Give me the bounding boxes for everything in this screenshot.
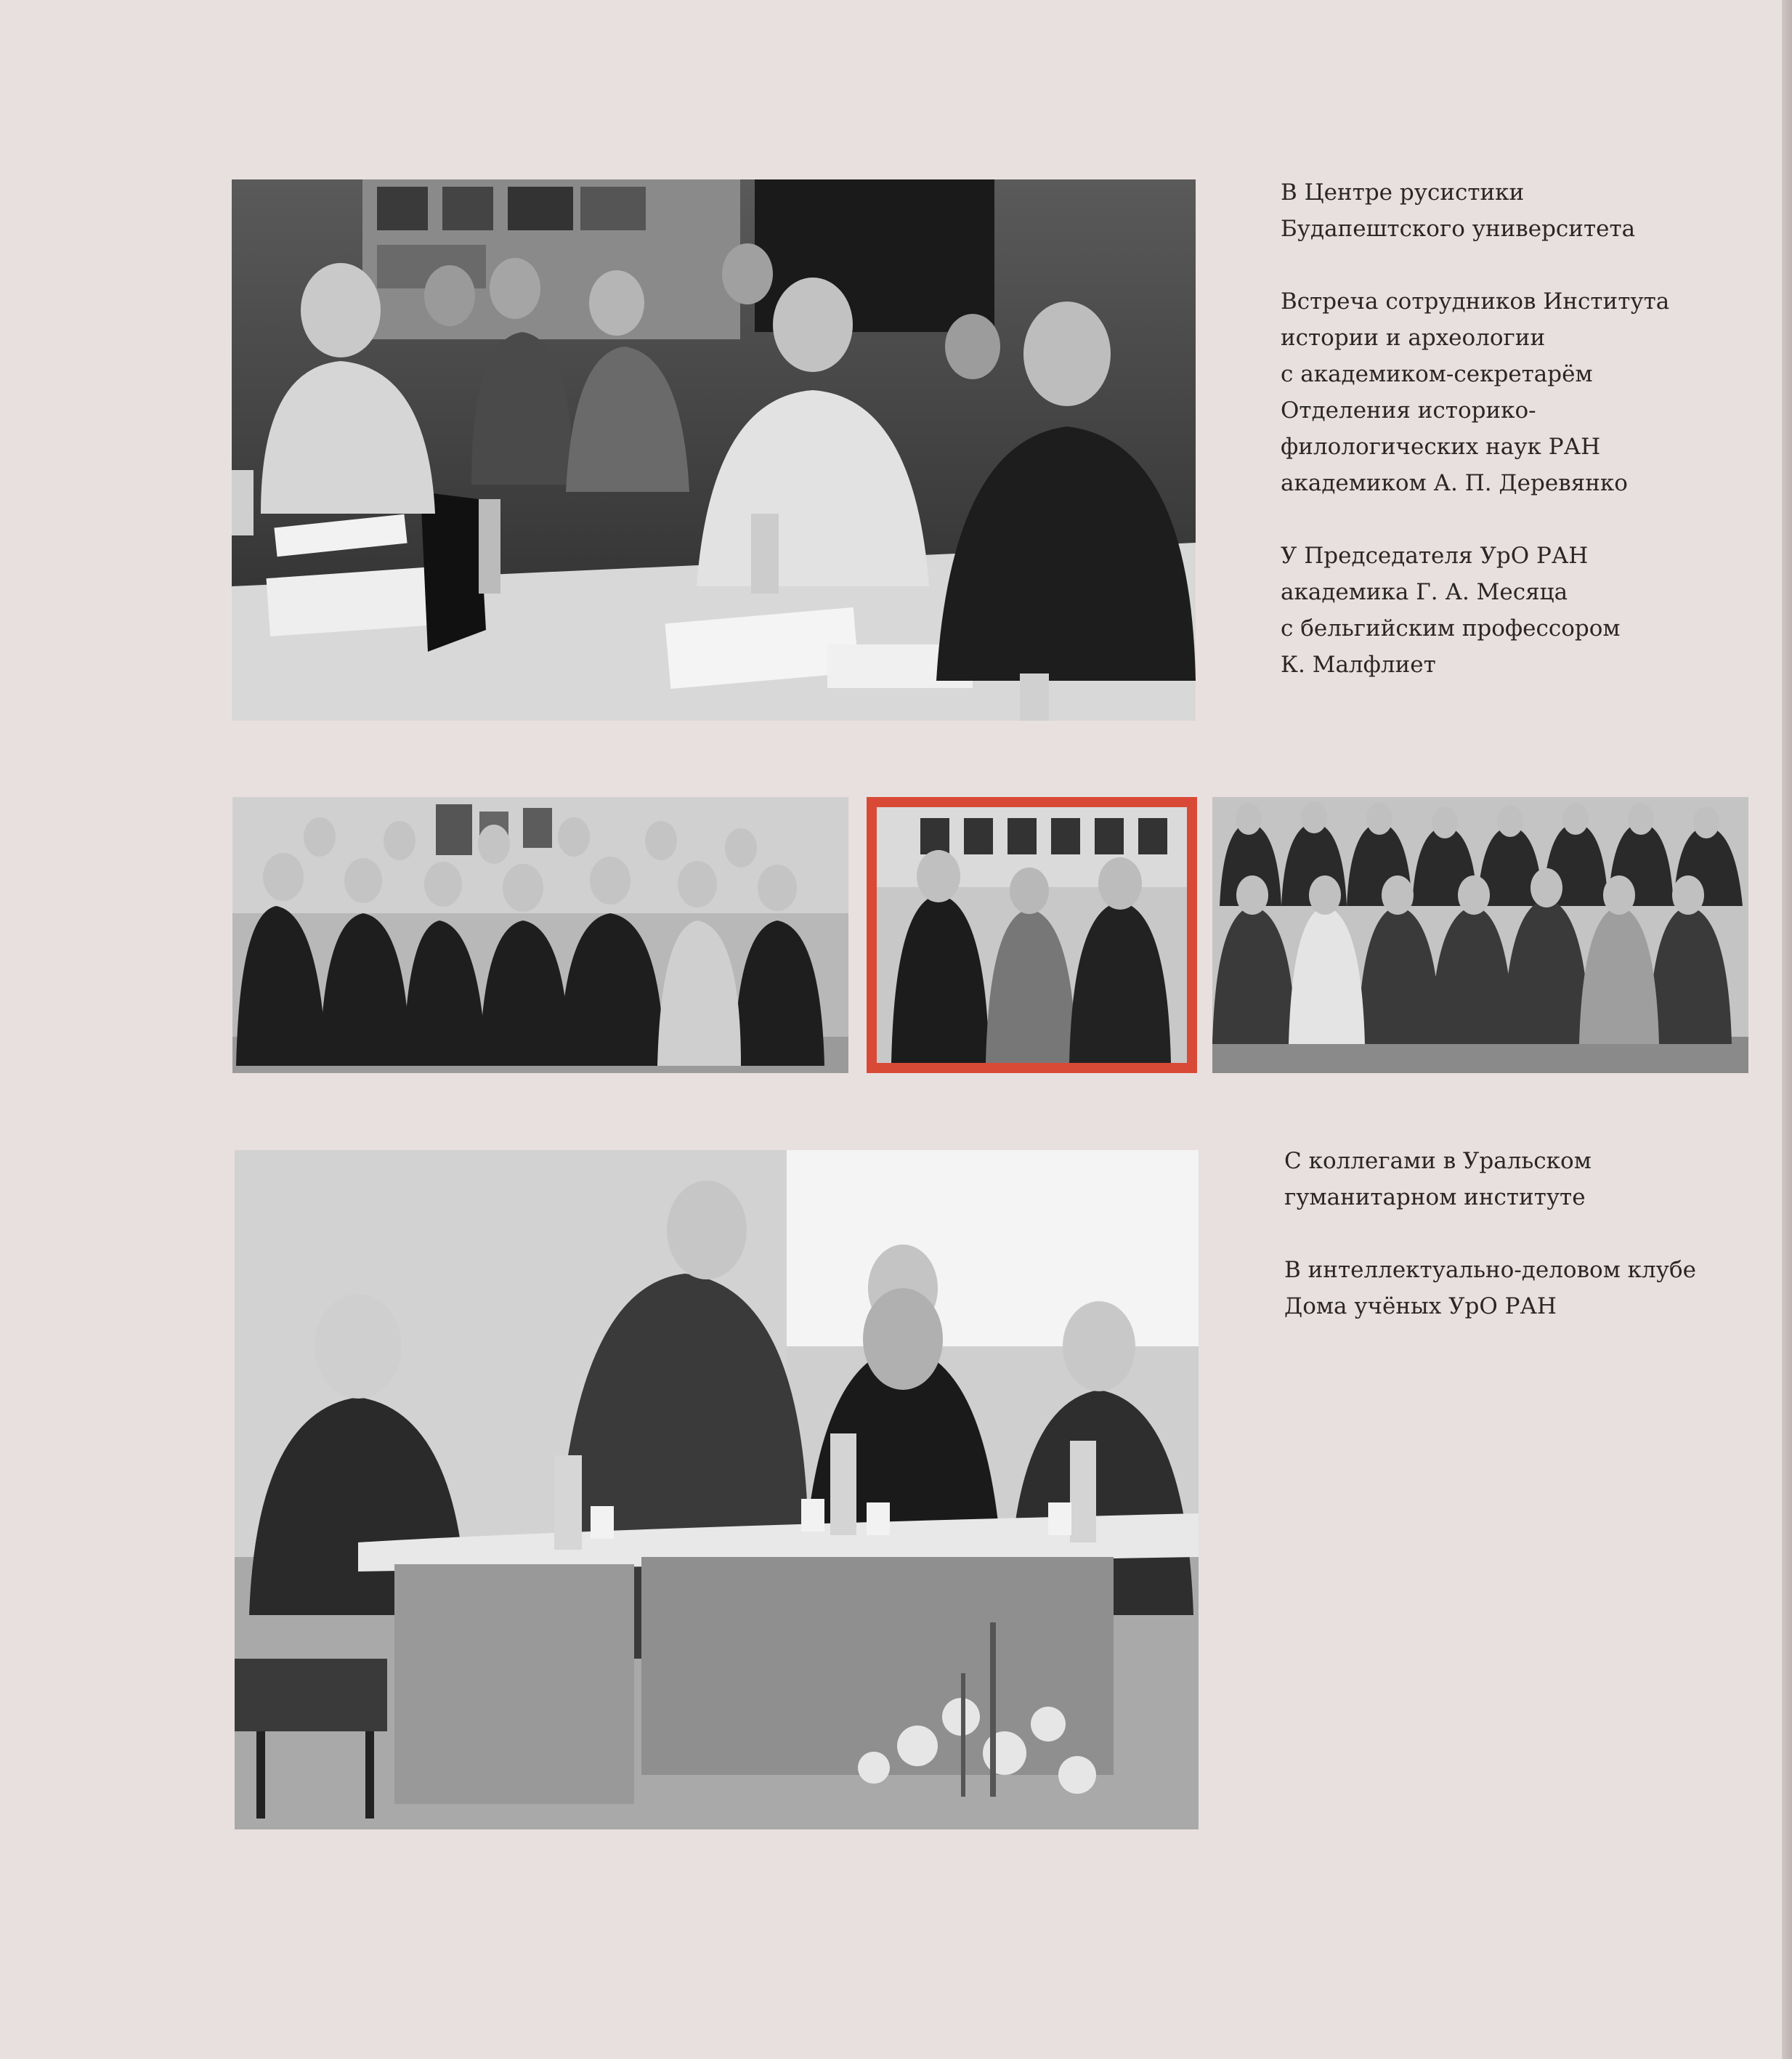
caption-line: К. Малфлиет [1281, 652, 1436, 678]
caption-line: филологических наук РАН [1281, 434, 1601, 460]
caption-line: С коллегами в Уральском [1284, 1148, 1592, 1174]
caption-line: с академиком-секретарём [1281, 361, 1593, 387]
caption-line: академиком А. П. Деревянко [1281, 470, 1628, 496]
caption-intellectual-club [1284, 1252, 1764, 1324]
caption-line: У Председателя УрО РАН [1281, 543, 1589, 569]
caption-ural-institute [1284, 1143, 1764, 1215]
group-photo-center [867, 797, 1197, 1073]
group-photo-left [232, 797, 848, 1073]
panel-photo [235, 1150, 1199, 1829]
caption-line: Отделения историко- [1281, 397, 1536, 424]
page-edge [1782, 0, 1792, 2059]
caption-budapest [1281, 174, 1746, 247]
meeting-photo [232, 179, 1196, 721]
caption-line: истории и археологии [1281, 325, 1546, 351]
caption-chairman [1281, 538, 1746, 683]
caption-line: Встреча сотрудников Института [1281, 288, 1670, 315]
caption-line: Дома учёных УрО РАН [1284, 1293, 1557, 1319]
caption-block-top [1281, 174, 1746, 719]
caption-line: с бельгийским профессором [1281, 615, 1621, 642]
caption-line: академика Г. А. Месяца [1281, 579, 1568, 605]
caption-line: Будапештского университета [1281, 216, 1636, 242]
caption-line: гуманитарном институте [1284, 1184, 1586, 1210]
group-photo-right [1212, 797, 1748, 1073]
caption-line: В интеллектуально-деловом клубе [1284, 1257, 1696, 1283]
caption-block-bottom [1284, 1143, 1764, 1361]
caption-institute-meeting [1281, 283, 1746, 501]
caption-line: В Центре русистики [1281, 179, 1525, 206]
